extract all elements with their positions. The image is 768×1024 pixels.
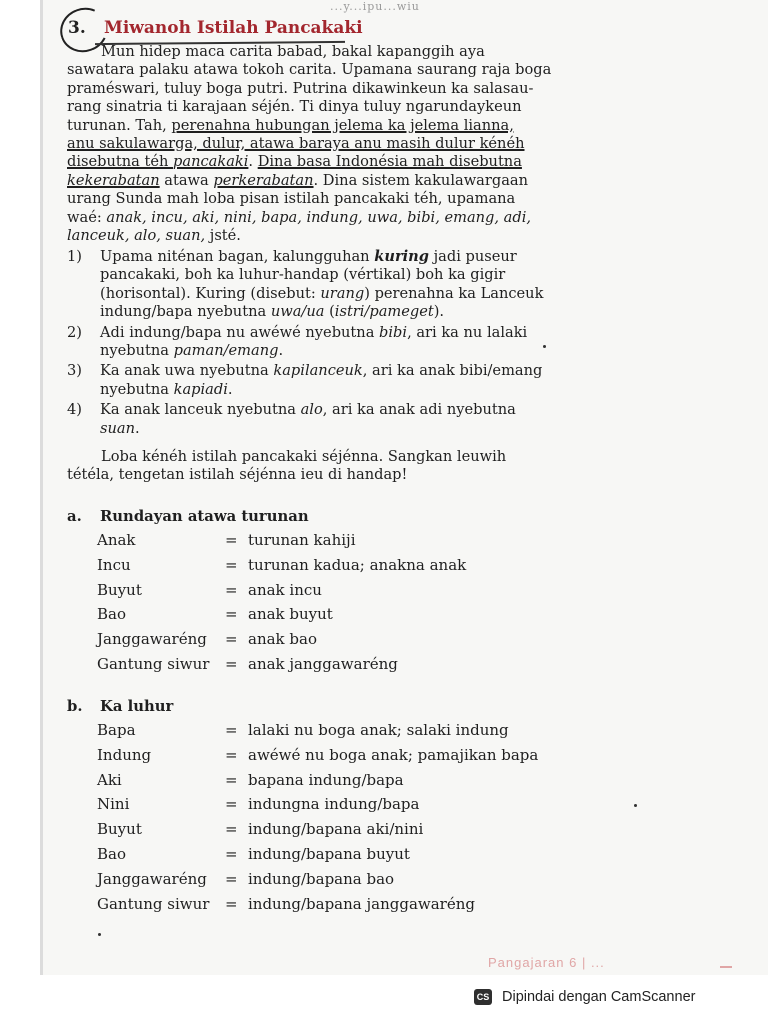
page-footer-faint: Pangajaran 6 | ... xyxy=(488,955,605,970)
term: Bao xyxy=(97,605,126,624)
intro-line: turunan. Tah, perenahna hubungan jelema ka jelema lianna, xyxy=(67,116,514,134)
term: Buyut xyxy=(97,820,142,839)
meaning: indung/bapana bao xyxy=(248,869,395,888)
list-item: 2) Adi indung/bapa nu awéwé nyebutna bibi, ari ka nu lalaki nyebutna paman/emang. xyxy=(67,323,528,360)
speck xyxy=(634,804,637,807)
meaning: turunan kahiji xyxy=(248,531,356,549)
meaning: turunan kadua; anakna anak xyxy=(248,555,467,574)
meaning: indung/bapana buyut xyxy=(248,844,410,863)
term: Bao xyxy=(97,844,126,863)
underlined-phrase: perenahna hubungan jelema ka jelema lianna, xyxy=(171,116,514,134)
list-item: 3) Ka anak uwa nyebutna kapilanceuk, ari ka anak bibi/emang nyebutna kapiadi. xyxy=(67,362,543,398)
meaning: anak incu xyxy=(248,580,322,599)
page-edge-shadow xyxy=(40,0,43,975)
section-a-title: a. Rundayan atawa turunan xyxy=(67,508,309,525)
list-item: 4) Ka anak lanceuk nyebutna alo, ari ka anak adi nyebutna suan. xyxy=(67,401,516,437)
intro-paragraph xyxy=(67,43,552,245)
underlined-phrase: Dina basa Indonésia mah disebutna xyxy=(257,153,522,171)
meaning: indung/bapana aki/nini xyxy=(248,820,424,839)
term: Gantung siwur xyxy=(97,654,210,673)
footer-mark xyxy=(720,966,732,968)
intro-line: rang sinatria ti karajaan séjén. Ti dinya tuluy ngarundaykeun xyxy=(67,98,522,116)
intro-line: disebutna téh pancakaki. Dina basa Indonésia mah disebutna xyxy=(67,153,522,171)
intro-line: lanceuk, alo, suan, jsté. xyxy=(67,226,241,244)
meaning: indung/bapana janggawaréng xyxy=(248,894,475,913)
term: Nini xyxy=(97,795,130,814)
underlined-phrase: anu sakulawarga, dulur, atawa baraya anu masih dulur kénéh xyxy=(67,134,525,152)
intro-line: praméswari, tuluy boga putri. Putrina dikawinkeun ka salasau- xyxy=(67,79,534,97)
intro-line: kekerabatan atawa perkerabatan. Dina sistem kakulawargaan xyxy=(67,171,529,189)
camscanner-logo-icon: CS xyxy=(474,989,492,1005)
camscanner-watermark xyxy=(474,985,695,1009)
numbered-list xyxy=(67,248,547,440)
meaning: anak buyut xyxy=(248,605,333,624)
term: Bapa xyxy=(97,721,136,739)
top-fragment-text: ...y...ipu...wiu xyxy=(330,0,420,13)
intro-line: waé: anak, incu, aki, nini, bapa, indung, uwa, bibi, emang, adi, xyxy=(67,208,532,226)
heading-number: 3. xyxy=(68,18,86,38)
term: Janggawaréng xyxy=(97,869,207,888)
term: Gantung siwur xyxy=(97,894,210,913)
meaning: bapana indung/bapa xyxy=(248,770,404,789)
closing-paragraph xyxy=(67,448,545,485)
closing-line: Loba kénéh istilah pancakaki séjénna. Sangkan leuwih xyxy=(101,448,507,465)
speck xyxy=(543,345,546,348)
closing-line: tétéla, tengetan istilah séjénna ieu di handap! xyxy=(67,466,408,484)
term: Anak xyxy=(97,531,136,549)
term: Janggawaréng xyxy=(97,630,207,649)
camscanner-label: Dipindai dengan CamScanner xyxy=(502,989,696,1005)
intro-line: urang Sunda mah loba pisan istilah pancakaki téh, upamana xyxy=(67,190,516,208)
meaning: lalaki nu boga anak; salaki indung xyxy=(248,721,509,739)
term: Indung xyxy=(97,745,152,764)
term: Incu xyxy=(97,555,131,574)
meaning: anak bao xyxy=(248,630,317,649)
intro-line: Mun hidep maca carita babad, bakal kapanggih aya xyxy=(101,43,485,60)
intro-line xyxy=(67,135,545,153)
meaning: anak janggawaréng xyxy=(248,654,398,673)
list-item: 1) Upama niténan bagan, kalungguhan kuring jadi puseur pancakaki, boh ka luhur-handap (vértikal) boh ka gigir (horisontal). Kuring (disebut: urang) perenahna ka Lanceuk indung/bapa nyebutna uwa/ua (istri/pameget). xyxy=(67,248,544,321)
meaning: indungna indung/bapa xyxy=(248,795,420,814)
heading-title: Miwanoh Istilah Pancakaki xyxy=(104,18,363,38)
section-b-title: b. Ka luhur xyxy=(67,698,174,715)
term: Buyut xyxy=(97,580,142,599)
meaning: awéwé nu boga anak; pamajikan bapa xyxy=(248,745,539,764)
term: Aki xyxy=(97,770,122,789)
intro-line: sawatara palaku atawa tokoh carita. Upamana saurang raja boga xyxy=(67,61,552,79)
speck xyxy=(98,933,101,936)
